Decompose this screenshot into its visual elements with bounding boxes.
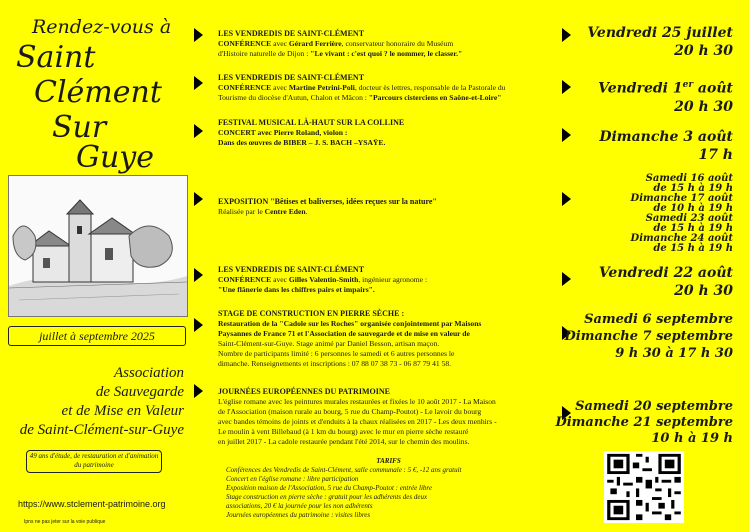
speaker-name: Gilles Valentin-Smith (288, 275, 359, 284)
event-line: Restauration de la "Cadole sur les Roches" organisée conjointement par Maisons (218, 319, 482, 328)
tarif-line: Journées européennes du patrimoine : visites libres (226, 511, 371, 519)
arrow-right-icon (194, 268, 203, 282)
event-text: , conservateur honoraire du Muséum (341, 39, 454, 48)
event-line: L'église romane avec les peintures murales restaurées et fixées le 10 août 2017 - La Maison (218, 397, 496, 406)
date-line: Samedi 20 septembre (575, 399, 733, 414)
date-line: Samedi 6 septembre (584, 312, 733, 327)
website-link[interactable]: https://www.stclement-patrimoine.org (18, 499, 166, 509)
event-title: JOURNÉES EUROPÉENNES DU PATRIMOINE (218, 387, 390, 396)
event-4-dates (631, 174, 733, 254)
rendezvous-heading: Rendez-vous à (32, 16, 172, 38)
event-line: Le moulin à vent Billebaud (à 1 km du bourg) avec le mur en pierre sèche restauré (218, 427, 469, 436)
event-line: Nombre de participants limité : 6 personnes le samedi et 6 autres personnes le (218, 349, 455, 358)
date-line: Vendredi 25 juillet (587, 25, 733, 41)
event-6 (218, 309, 568, 369)
event-text: , docteur ès lettres, responsable de la Pastorale du (354, 83, 506, 92)
time-line: 20 h 30 (674, 43, 733, 59)
speaker-name: Martine Petrini-Poli (288, 83, 355, 92)
date-line: Dimanche 17 août (630, 193, 733, 204)
time-line: de 15 h à 19 h (653, 223, 733, 234)
event-text: Tourisme du diocèse d'Autun, Chalon et Mâcon : (218, 93, 369, 102)
date-line: Dimanche 24 août (630, 233, 733, 244)
association-name (20, 364, 184, 440)
date-line: Samedi 16 août (645, 173, 733, 184)
arrow-right-icon (194, 124, 203, 138)
date-line: Dimanche 21 septembre (555, 415, 733, 430)
title-word-saint: Saint (16, 40, 96, 75)
event-text: avec (271, 83, 289, 92)
event-title: LES VENDREDIS DE SAINT-CLÉMENT (218, 29, 365, 38)
tarifs-section (226, 457, 551, 520)
event-title: EXPOSITION "Bêtises et baliverses, idées reçues sur la nature" (218, 197, 437, 206)
event-text: , ingénieur agronome : (358, 275, 428, 284)
event-3 (218, 118, 558, 148)
time-line: de 15 h à 19 h (653, 243, 733, 254)
arrow-right-icon (562, 28, 571, 42)
event-text: avec (271, 275, 289, 284)
event-1-date (587, 24, 733, 60)
date-line: août (693, 80, 733, 97)
title-word-guye: Guye (76, 140, 154, 175)
event-line: avec bandes témoins de joints et d'enduits à la chaux réalisées en 2017 - Les deux menhirs - (218, 417, 497, 426)
date-line: Dimanche 3 août (599, 129, 733, 145)
qr-code-icon[interactable] (604, 451, 684, 523)
tarif-line: associations, 20 € la journée pour les non adhérents (226, 502, 373, 510)
event-line: Paysannes de France 71 et l'Association de sauvegarde et de mise en valeur de (218, 329, 470, 338)
event-6-dates (565, 311, 734, 362)
time-line: 20 h 30 (674, 98, 733, 115)
arrow-right-icon (194, 192, 203, 206)
event-5 (218, 265, 558, 295)
event-1 (218, 29, 558, 59)
association-line: de Sauvegarde (95, 384, 184, 400)
tarif-line: Concert en l'église romane : libre participation (226, 475, 359, 483)
event-text: avec (271, 39, 289, 48)
association-line: de Saint-Clément-sur-Guye (19, 422, 184, 438)
event-text: . (305, 207, 308, 216)
event-program: Dans des œuvres de BIBER – J. S. BACH –YSAŸE. (218, 138, 386, 147)
arrow-right-icon (562, 128, 571, 142)
date-line: Samedi 23 août (645, 213, 733, 224)
speaker-name: Gérard Ferrière (288, 39, 342, 48)
period-label: juillet à septembre 2025 (8, 326, 186, 346)
event-type: CONFÉRENCE (218, 275, 272, 284)
event-text: d'Histoire naturelle de Dijon : (218, 49, 311, 58)
date-line: Vendredi 1 (598, 80, 683, 97)
tarif-line: Stage construction en pierre sèche : gratuit pour les adhérents des deux (226, 493, 428, 501)
date-line: Vendredi 22 août (598, 265, 733, 281)
event-subject: "Le vivant : c'est quoi ? le nommer, le classer." (310, 49, 463, 58)
event-4 (218, 197, 558, 217)
anniversary-scroll: 49 ans d'étude, de restauration et d'animation du patrimoine (26, 450, 162, 473)
arrow-right-icon (194, 28, 203, 42)
association-line: Association (114, 365, 184, 381)
tarif-line: Exposition maison de l'Association, 5 rue du Champ-Poutot : entrée libre (226, 484, 432, 492)
tarif-line: Conférences des Vendredis de Saint-Clément, salle communale : 5 €, -12 ans gratuit (226, 466, 462, 474)
event-line: dimanche. Renseignements et inscriptions : 07 88 07 38 73 - 06 87 79 41 58. (218, 359, 452, 368)
arrow-right-icon (194, 76, 203, 90)
date-sup: er (682, 80, 694, 90)
village-sketch-image (8, 175, 188, 317)
event-text: Réalisée par le (218, 207, 265, 216)
event-type: CONFÉRENCE (218, 83, 272, 92)
time-line: de 15 h à 19 h (653, 183, 733, 194)
event-type: CONFÉRENCE (218, 39, 272, 48)
association-line: et de Mise en Valeur (61, 403, 184, 419)
tarifs-title: TARIFS (376, 457, 401, 465)
arrow-right-icon (194, 318, 203, 332)
event-line: Saint-Clément-sur-Guye. Stage animé par Daniel Besson, artisan maçon. (218, 339, 440, 348)
time-line: de 10 h à 19 h (653, 203, 733, 214)
arrow-right-icon (562, 80, 571, 94)
time-line: 10 h à 19 h (651, 431, 733, 446)
arrow-right-icon (562, 192, 571, 206)
event-title: STAGE DE CONSTRUCTION EN PIERRE SÈCHE : (218, 309, 405, 318)
arrow-right-icon (562, 272, 571, 286)
event-3-date (599, 128, 733, 164)
event-5-date (599, 264, 733, 300)
event-line: de l'Association (maison rurale au bourg, 5 rue du Champ-Poutot) - Le lavoir du bourg (218, 407, 482, 416)
event-7-dates (555, 399, 733, 447)
event-text: avec Pierre Roland, violon : (255, 128, 348, 137)
event-2-date (598, 76, 733, 116)
event-title: FESTIVAL MUSICAL LÀ-HAUT SUR LA COLLINE (218, 118, 405, 127)
event-2 (218, 73, 563, 103)
event-type: CONCERT (218, 128, 256, 137)
event-title: LES VENDREDIS DE SAINT-CLÉMENT (218, 265, 365, 274)
event-subject: "Une flânerie dans les chiffres pairs et impairs". (218, 285, 375, 294)
time-line: 20 h 30 (674, 283, 733, 299)
title-word-sur: Sur (52, 110, 107, 145)
time-line: 17 h (698, 147, 733, 163)
organizer-name: Centre Eden (264, 207, 306, 216)
event-line: en juillet 2017 - La cadole restaurée pendant l'été 2014, sur le chemin des moulins. (218, 437, 470, 446)
title-word-clement: Clément (34, 75, 162, 110)
event-subject: "Parcours cisterciens en Saône-et-Loire" (368, 93, 502, 102)
event-7 (218, 387, 568, 447)
date-line: Dimanche 7 septembre (564, 329, 733, 344)
time-line: 9 h 30 à 17 h 30 (615, 346, 733, 361)
footer-note: Ipns ne pas jeter sur la voie publique (24, 519, 106, 525)
arrow-right-icon (194, 384, 203, 398)
event-title: LES VENDREDIS DE SAINT-CLÉMENT (218, 73, 365, 82)
